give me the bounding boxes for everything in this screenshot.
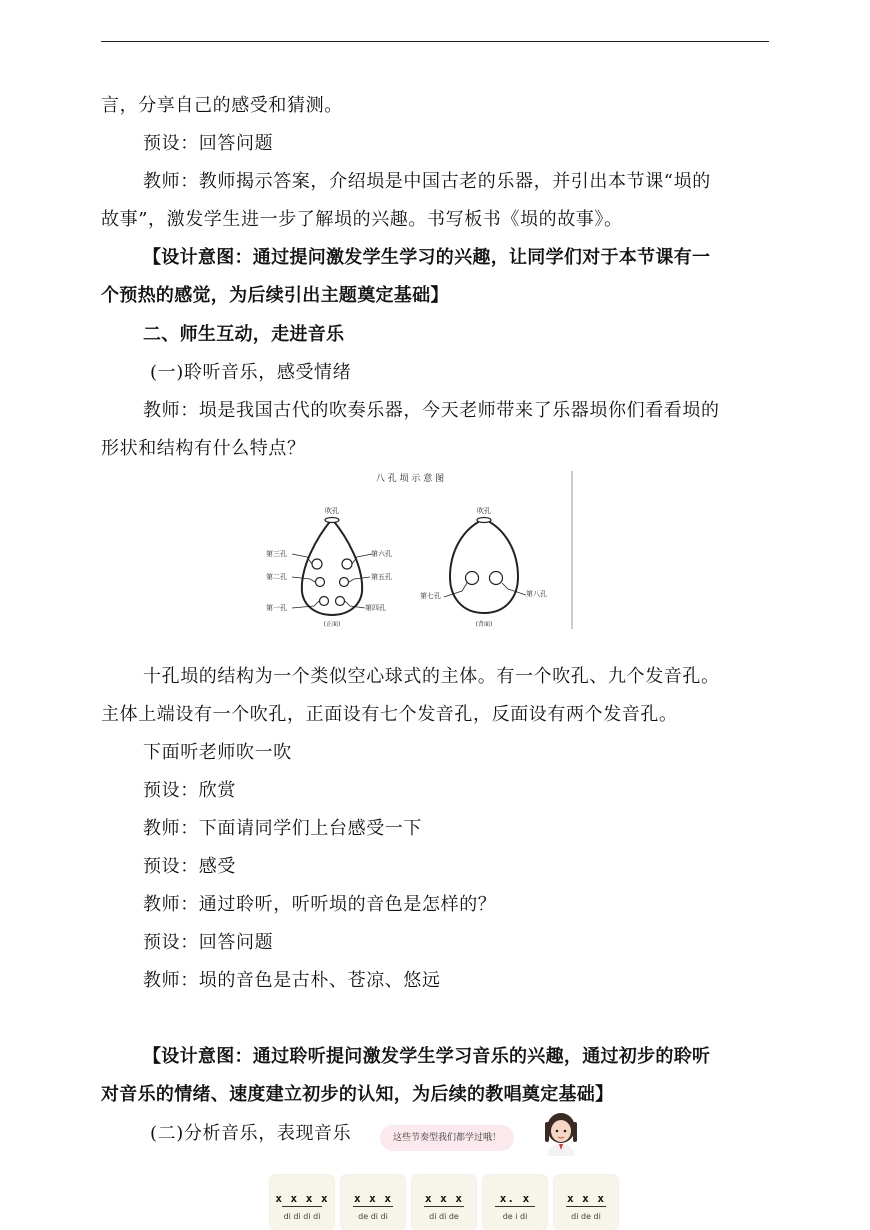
back-caption: (背面) [475,621,493,628]
hole-2 [316,578,325,587]
section-heading: 二、师生互动，走进音乐 [143,324,345,345]
rhythm-card [483,1175,547,1230]
hole-4-label: 第四孔 [365,604,386,612]
rhythm-syllables: di di di di [283,1212,321,1221]
rhythm-syllables: de i di [502,1212,528,1221]
design-intent-line: 个预热的感觉，为后续引出主题奠定基础】 [101,285,449,306]
paragraph-line: 预设：回答问题 [143,133,274,154]
hole-3-label: 第三孔 [266,550,287,558]
hole-8-label: 第八孔 [526,590,547,598]
hole-1 [320,597,329,606]
speech-bubble: 这些节奏型我们都学过哦！ [380,1125,514,1151]
beam-line [566,1206,606,1207]
rhythm-syllables: de di di [358,1212,388,1221]
rhythm-notation: x x x x [275,1192,329,1205]
design-intent-line: 【设计意图：通过聆听提问激发学生学习音乐的兴趣，通过初步的聆听 [143,1046,711,1067]
design-intent-line: 对音乐的情绪、速度建立初步的认知，为后续的教唱奠定基础】 [101,1084,614,1105]
rhythm-notation: x x x [353,1192,393,1205]
front-caption: (正面) [323,621,341,628]
paragraph-line: 言，分享自己的感受和猜测。 [101,95,343,116]
paragraph-line: 形状和结构有什么特点？ [101,438,306,459]
design-intent-line: 【设计意图：通过提问激发学生学习的兴趣，让同学们对于本节课有一 [143,247,711,268]
hole-6-label: 第六孔 [371,550,392,558]
rhythm-syllables: di de di [571,1212,601,1221]
paragraph-line: 教师：下面请同学们上台感受一下 [143,818,422,839]
paragraph-line: 主体上端设有一个吹孔，正面设有七个发音孔，反面设有两个发音孔。 [101,704,678,725]
girl-cartoon-icon [533,1108,589,1156]
xun-diagram [262,467,576,632]
hole-7 [466,572,479,585]
hole-5-label: 第五孔 [371,573,392,581]
paragraph-line: 教师：埙是我国古代的吹奏乐器，今天老师带来了乐器埙你们看看埙的 [143,400,720,421]
rhythm-syllables: di di de [429,1212,459,1221]
front-blow-hole [325,518,339,523]
hole-3 [312,559,322,569]
xun-front-body [302,519,362,615]
rhythm-card [270,1175,334,1230]
subsection-heading: (一)聆听音乐，感受情绪 [150,362,352,383]
beam-line [282,1206,322,1207]
paragraph-line: 预设：感受 [143,856,236,877]
rhythm-card [554,1175,618,1230]
paragraph-line: 教师：埙的音色是古朴、苍凉、悠远 [143,970,441,991]
beam-line [495,1206,535,1207]
beam-line [424,1206,464,1207]
paragraph-line: 预设：回答问题 [143,932,274,953]
hole-2-label: 第二孔 [266,573,287,581]
back-blow-hole-label: 吹孔 [477,507,491,515]
rhythm-notation: x. x [499,1192,531,1205]
hole-6 [342,559,352,569]
paragraph-line: 预设：欣赏 [143,780,236,801]
rhythm-card [412,1175,476,1230]
paragraph-line: 十孔埙的结构为一个类似空心球式的主体。有一个吹孔、九个发音孔。 [143,666,720,687]
header-rule [101,41,769,42]
front-blow-hole-label: 吹孔 [325,507,339,515]
hole-1-label: 第一孔 [266,604,287,612]
rhythm-cards [270,1175,626,1230]
beam-line [353,1206,393,1207]
back-blow-hole [477,518,491,523]
paragraph-line: 下面听老师吹一吹 [143,742,292,763]
hole-4 [336,597,345,606]
rhythm-card [341,1175,405,1230]
hole-5 [340,578,349,587]
xun-back-body [450,519,518,613]
paragraph-line: 教师：教师揭示答案，介绍埙是中国古老的乐器，并引出本节课“埙的 [143,171,711,192]
subsection-heading: (二)分析音乐，表现音乐 [150,1123,352,1144]
hole-8 [490,572,503,585]
paragraph-line: 故事”，激发学生进一步了解埙的兴趣。书写板书《埙的故事》。 [101,209,623,230]
hole-7-label: 第七孔 [420,592,441,600]
rhythm-notation: x x x [424,1192,464,1205]
rhythm-notation: x x x [566,1192,606,1205]
diagram-title: 八 孔 埙 示 意 图 [375,474,445,484]
paragraph-line: 教师：通过聆听，听听埙的音色是怎样的？ [143,894,497,915]
